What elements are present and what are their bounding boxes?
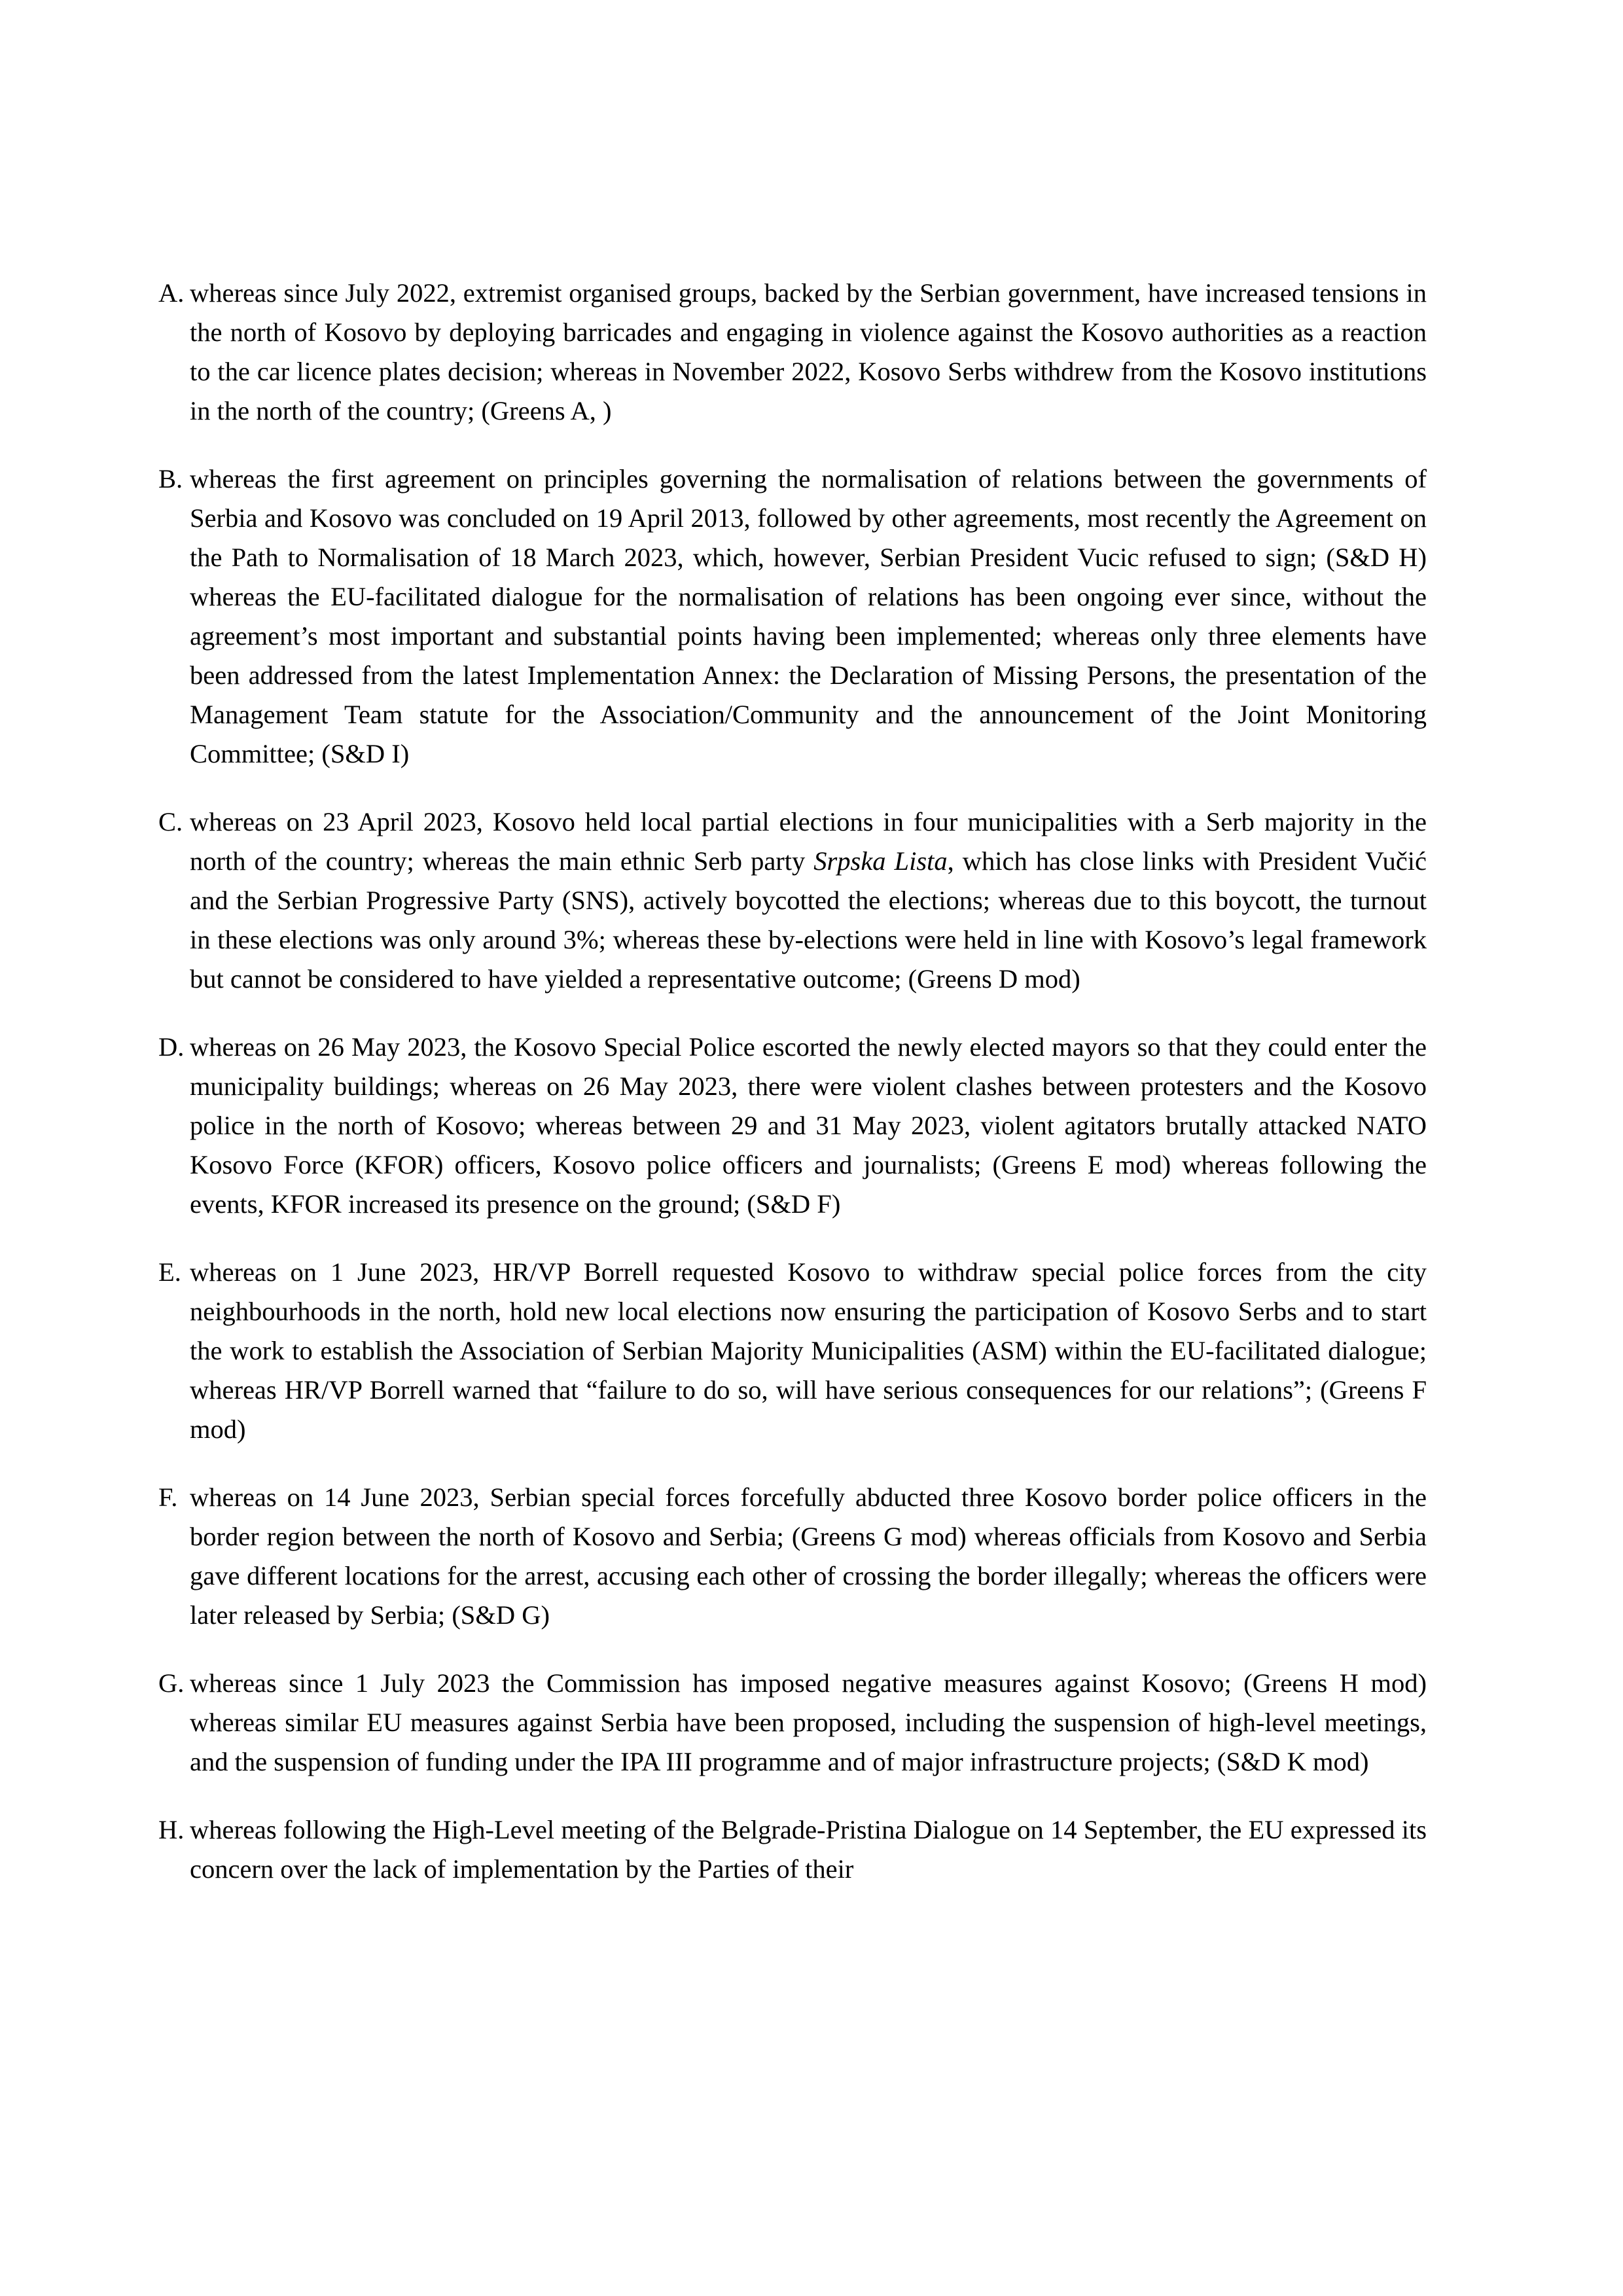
recital-item xyxy=(158,802,1427,999)
recital-item xyxy=(158,274,1427,431)
recital-marker: H. xyxy=(158,1815,185,1844)
recital-item xyxy=(158,1253,1427,1449)
recital-marker: D. xyxy=(158,1032,185,1062)
recital-list xyxy=(158,274,1427,1889)
recital-marker: F. xyxy=(158,1482,178,1512)
recital-marker: E. xyxy=(158,1257,181,1287)
recital-text-run: whereas on 23 April 2023, Kosovo held local partial elections in four municipalities with a Serb majority in the north of the country; whereas the main ethnic Serb party xyxy=(190,807,1427,876)
recital-item xyxy=(158,1664,1427,1782)
recital-text-italic: Srpska Lista xyxy=(813,846,948,876)
recital-text: whereas on 26 May 2023, the Kosovo Special Police escorted the newly elected mayors so that they could enter the municipality buildings; whereas on 26 May 2023, there were violent clashes between protesters and the Kosovo police in the north of Kosovo; whereas between 29 and 31 May 2023, violent agitators brutally attacked NATO Kosovo Force (KFOR) officers, Kosovo police officers and journalists; (Greens E mod) whereas following the events, KFOR increased its presence on the ground; (S&D F) xyxy=(190,1032,1427,1219)
recital-marker: A. xyxy=(158,278,185,308)
recital-text: whereas on 14 June 2023, Serbian special forces forcefully abducted three Kosovo border police officers in the border region between the north of Kosovo and Serbia; (Greens G mod) whereas officials from Kosovo and Serbia gave different locations for the arrest, accusing each other of crossing the border illegally; whereas the officers were later released by Serbia; (S&D G) xyxy=(190,1482,1427,1630)
recital-marker: C. xyxy=(158,807,183,836)
recital-text xyxy=(190,802,1427,999)
recital-marker: G. xyxy=(158,1668,185,1698)
recital-text: whereas on 1 June 2023, HR/VP Borrell requested Kosovo to withdraw special police forces from the city neighbourhoods in the north, hold new local elections now ensuring the participation of Kosovo Serbs and to start the work to establish the Association of Serbian Majority Municipalities (ASM) within the EU-facilitated dialogue; whereas HR/VP Borrell warned that “failure to do so, will have serious consequences for our relations”; (Greens F mod) xyxy=(190,1257,1427,1444)
recital-item xyxy=(158,1478,1427,1635)
recital-text: whereas since July 2022, extremist organised groups, backed by the Serbian government, have increased tensions in the north of Kosovo by deploying barricades and engaging in violence against the Kosovo authorities as a reaction to the car licence plates decision; whereas in November 2022, Kosovo Serbs withdrew from the Kosovo institutions in the north of the country; (Greens A, ) xyxy=(190,278,1427,425)
recital-item xyxy=(158,459,1427,774)
recital-item xyxy=(158,1028,1427,1224)
recital-marker: B. xyxy=(158,464,183,493)
recital-item xyxy=(158,1810,1427,1889)
recital-text: whereas since 1 July 2023 the Commission has imposed negative measures against Kosovo; (Greens H mod) whereas similar EU measures against Serbia have been proposed, including the suspension of high-level meetings, and the suspension of funding under the IPA III programme and of major infrastructure projects; (S&D K mod) xyxy=(190,1668,1427,1776)
recital-text: whereas following the High-Level meeting of the Belgrade-Pristina Dialogue on 14 September, the EU expressed its concern over the lack of implementation by the Parties of their xyxy=(190,1815,1427,1884)
recital-text: whereas the first agreement on principles governing the normalisation of relations between the governments of Serbia and Kosovo was concluded on 19 April 2013, followed by other agreements, most recently the Agreement on the Path to Normalisation of 18 March 2023, which, however, Serbian President Vucic refused to sign; (S&D H) whereas the EU-facilitated dialogue for the normalisation of relations has been ongoing ever since, without the agreement’s most important and substantial points having been implemented; whereas only three elements have been addressed from the latest Implementation Annex: the Declaration of Missing Persons, the presentation of the Management Team statute for the Association/Community and the announcement of the Joint Monitoring Committee; (S&D I) xyxy=(190,464,1427,768)
recital-text-run: , which has close links with President Vučić and the Serbian Progressive Party (SNS), actively boycotted the elections; whereas due to this boycott, the turnout in these elections was only around 3%; whereas these by-elections were held in line with Kosovo’s legal framework but cannot be considered to have yielded a representative outcome; (Greens D mod) xyxy=(190,846,1427,994)
